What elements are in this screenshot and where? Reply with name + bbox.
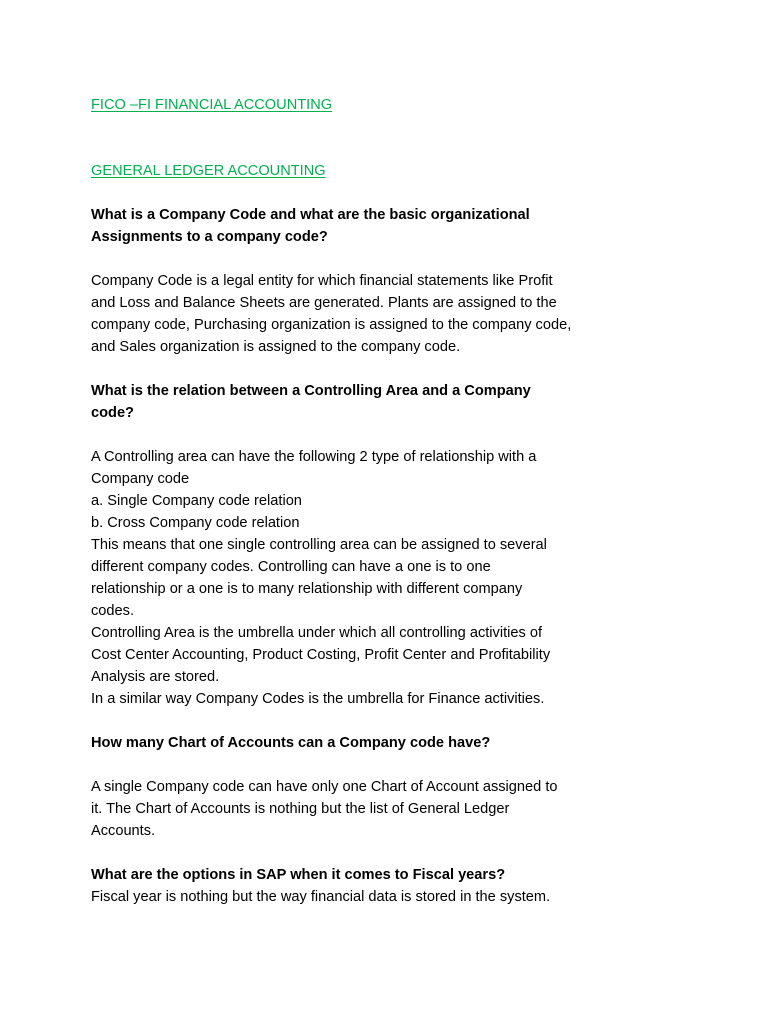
answer-line: Analysis are stored.: [91, 669, 220, 685]
answer-line: and Loss and Balance Sheets are generated. Plants are assigned to the: [91, 295, 557, 311]
answer-line: In a similar way Company Codes is the umbrella for Finance activities.: [91, 691, 545, 707]
answer-line: Fiscal year is nothing but the way financial data is stored in the system.: [91, 889, 551, 905]
question-line: What is the relation between a Controlling Area and a Company: [91, 383, 531, 399]
answer-line: codes.: [91, 603, 134, 619]
answer-line: Cost Center Accounting, Product Costing, Profit Center and Profitability: [91, 647, 551, 663]
question-controlling-area: [91, 380, 631, 424]
question-fiscal-years: [91, 864, 631, 886]
spacer: [91, 842, 631, 864]
answer-line: Company code: [91, 471, 190, 487]
spacer: [91, 424, 631, 446]
document-title: FICO –FI FINANCIAL ACCOUNTING: [91, 97, 333, 113]
question-line: What are the options in SAP when it comes to Fiscal years?: [91, 867, 506, 883]
answer-line: and Sales organization is assigned to the company code.: [91, 339, 461, 355]
question-chart-of-accounts: [91, 732, 631, 754]
answer-line: Company Code is a legal entity for which financial statements like Profit: [91, 273, 553, 289]
answer-chart-of-accounts: [91, 776, 631, 842]
answer-company-code: [91, 270, 631, 358]
answer-line: This means that one single controlling area can be assigned to several: [91, 537, 547, 553]
answer-fiscal-years: [91, 886, 631, 908]
answer-controlling-area: [91, 446, 631, 710]
question-line: How many Chart of Accounts can a Company code have?: [91, 735, 491, 751]
answer-line: company code, Purchasing organization is assigned to the company code,: [91, 317, 572, 333]
spacer: [91, 116, 631, 160]
list-item: a. Single Company code relation: [91, 493, 302, 509]
spacer: [91, 248, 631, 270]
answer-line: Controlling Area is the umbrella under which all controlling activities of: [91, 625, 543, 641]
section-heading: GENERAL LEDGER ACCOUNTING: [91, 163, 326, 179]
spacer: [91, 358, 631, 380]
spacer: [91, 182, 631, 204]
answer-line: different company codes. Controlling can have a one is to one: [91, 559, 491, 575]
answer-line: A single Company code can have only one Chart of Account assigned to: [91, 779, 558, 795]
spacer: [91, 754, 631, 776]
answer-line: Accounts.: [91, 823, 156, 839]
list-item: b. Cross Company code relation: [91, 515, 300, 531]
document-body: [91, 94, 631, 908]
question-line: code?: [91, 405, 134, 421]
question-company-code: [91, 204, 631, 248]
question-line: What is a Company Code and what are the basic organizational: [91, 207, 530, 223]
answer-line: A Controlling area can have the following 2 type of relationship with a: [91, 449, 537, 465]
answer-line: relationship or a one is to many relationship with different company: [91, 581, 523, 597]
spacer: [91, 710, 631, 732]
answer-line: it. The Chart of Accounts is nothing but the list of General Ledger: [91, 801, 510, 817]
question-line: Assignments to a company code?: [91, 229, 328, 245]
